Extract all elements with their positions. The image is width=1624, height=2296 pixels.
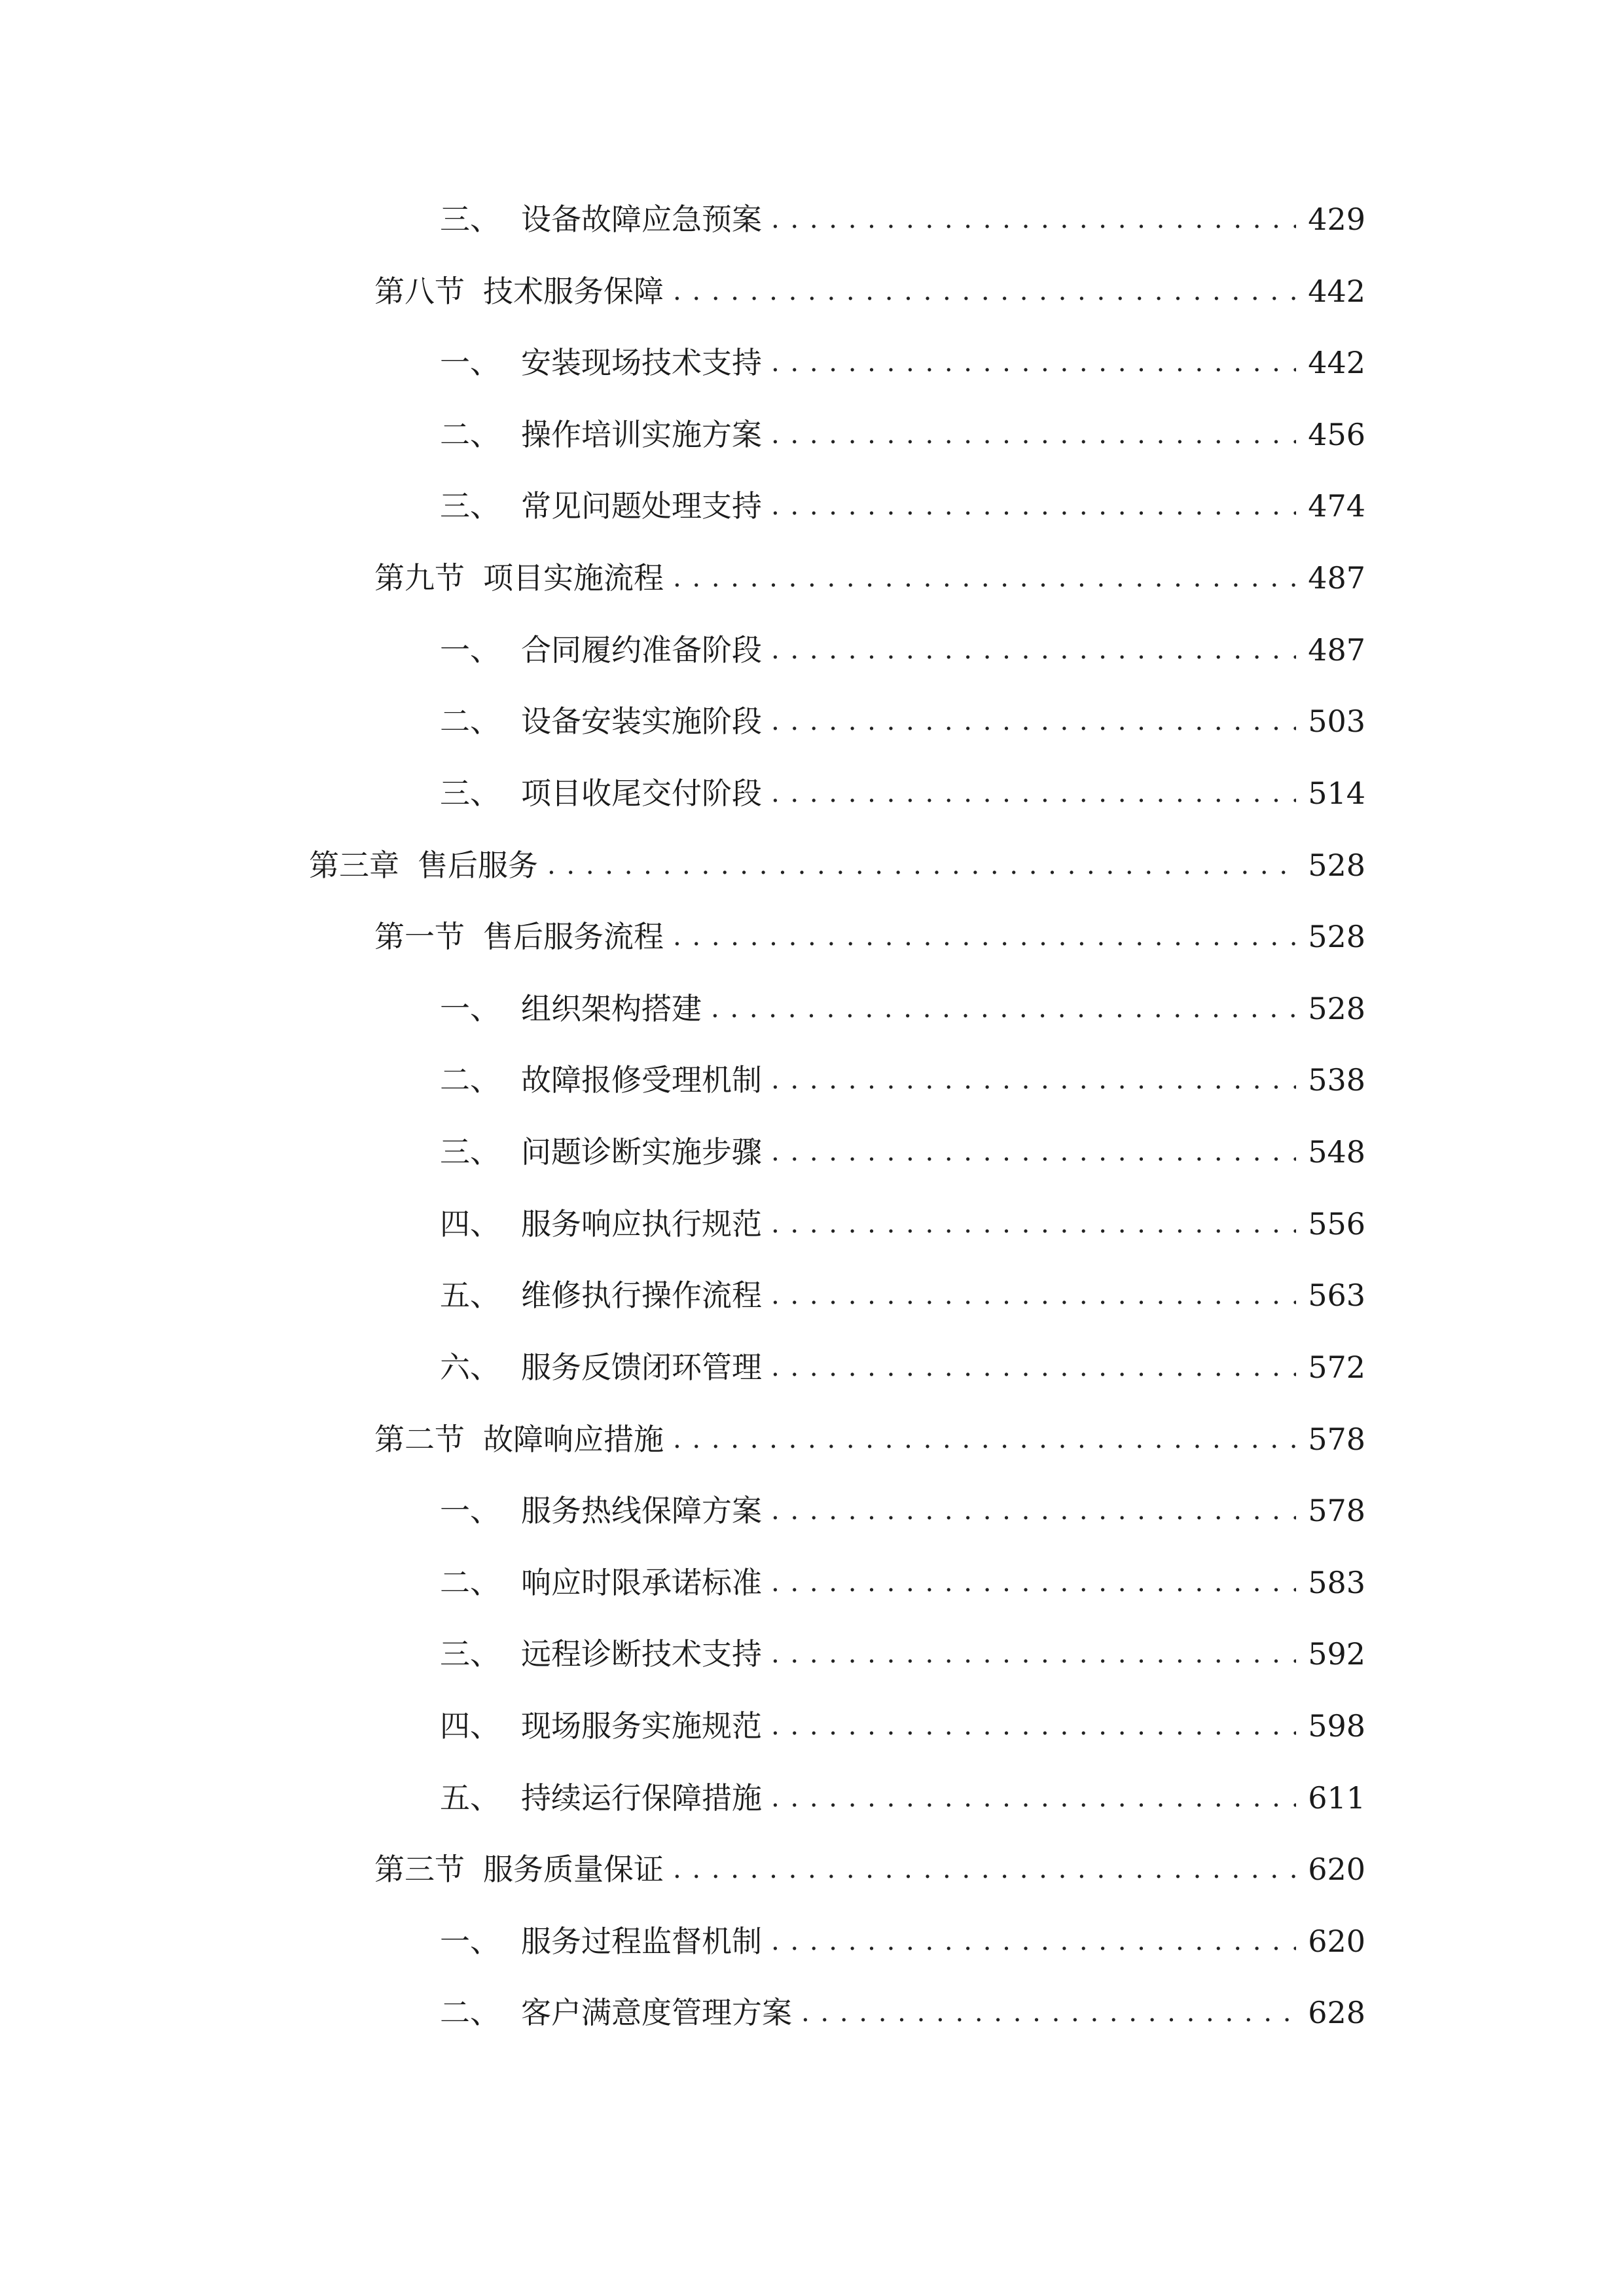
toc-dot-leader (771, 1700, 1296, 1752)
toc-dot-leader (673, 910, 1296, 963)
toc-entry-title: 现场服务实施规范 (521, 1708, 762, 1744)
toc-entry-number: 三、 (440, 1636, 500, 1672)
toc-page-number: 503 (1308, 704, 1365, 739)
toc-page-number: 442 (1308, 345, 1365, 380)
toc-entry-number: 三、 (440, 1134, 500, 1170)
toc-entry-title: 项目收尾交付阶段 (521, 776, 762, 811)
toc-entry[interactable] (374, 265, 1365, 317)
toc-entry[interactable] (374, 552, 1365, 604)
toc-entry-title: 设备故障应急预案 (521, 202, 762, 237)
toc-entry[interactable] (440, 1269, 1365, 1321)
toc-entry[interactable] (440, 336, 1365, 389)
toc-entry-title: 项目实施流程 (483, 560, 664, 596)
toc-entry[interactable] (440, 408, 1365, 461)
toc-entry-number: 五、 (440, 1278, 500, 1313)
toc-dot-leader (673, 1843, 1296, 1895)
toc-dot-leader (771, 480, 1296, 532)
toc-page-number: 487 (1308, 560, 1365, 596)
toc-page-number: 598 (1308, 1708, 1365, 1744)
toc-dot-leader (711, 982, 1296, 1035)
toc-entry-title: 技术服务保障 (483, 274, 664, 309)
toc-entry[interactable] (440, 1484, 1365, 1537)
toc-page-number: 572 (1308, 1350, 1365, 1385)
toc-entry-number: 二、 (440, 1565, 500, 1600)
toc-dot-leader (771, 193, 1296, 245)
toc-entry[interactable] (309, 839, 1365, 891)
toc-dot-leader (771, 336, 1296, 389)
toc-entry-number: 第一节 (374, 919, 465, 954)
toc-entry[interactable] (440, 695, 1365, 747)
toc-entry[interactable] (374, 1413, 1365, 1465)
toc-entry-title: 客户满意度管理方案 (521, 1995, 792, 2030)
toc-dot-leader (673, 552, 1296, 604)
toc-page-number: 528 (1308, 919, 1365, 954)
toc-entry-title: 售后服务 (418, 848, 538, 883)
toc-page-number: 538 (1308, 1062, 1365, 1098)
toc-dot-leader (771, 1341, 1296, 1393)
toc-dot-leader (771, 1126, 1296, 1178)
toc-page-number: 578 (1308, 1493, 1365, 1528)
toc-entry-number: 二、 (440, 704, 500, 739)
toc-entry[interactable] (440, 1986, 1365, 2039)
toc-entry-title: 响应时限承诺标准 (521, 1565, 762, 1600)
toc-page-number: 611 (1308, 1780, 1365, 1816)
toc-entry-title: 服务热线保障方案 (521, 1493, 762, 1528)
toc-entry-number: 三、 (440, 488, 500, 524)
toc-entry[interactable] (440, 1915, 1365, 1967)
toc-page-number: 548 (1308, 1134, 1365, 1170)
toc-entry-title: 安装现场技术支持 (521, 345, 762, 380)
toc-entry[interactable] (440, 1054, 1365, 1106)
toc-page-number: 429 (1308, 202, 1365, 237)
toc-entry[interactable] (440, 1556, 1365, 1609)
toc-entry-title: 售后服务流程 (483, 919, 664, 954)
toc-page-number: 556 (1308, 1206, 1365, 1242)
toc-entry-title: 合同履约准备阶段 (521, 632, 762, 668)
toc-dot-leader (771, 1484, 1296, 1537)
toc-entry-number: 第二节 (374, 1422, 465, 1457)
toc-entry-title: 服务响应执行规范 (521, 1206, 762, 1242)
toc-entry-number: 一、 (440, 991, 500, 1026)
toc-entry-number: 二、 (440, 1062, 500, 1098)
toc-page-number: 456 (1308, 417, 1365, 452)
toc-entry-number: 第八节 (374, 274, 465, 309)
toc-entry-title: 设备安装实施阶段 (521, 704, 762, 739)
toc-dot-leader (771, 1269, 1296, 1321)
toc-entry[interactable] (440, 1341, 1365, 1393)
toc-page-number: 487 (1308, 632, 1365, 668)
toc-entry-number: 第三节 (374, 1852, 465, 1887)
toc-entry[interactable] (440, 480, 1365, 532)
toc-dot-leader (547, 839, 1296, 891)
toc-entry[interactable] (440, 1198, 1365, 1250)
toc-page-number: 563 (1308, 1278, 1365, 1313)
toc-entry-title: 服务反馈闭环管理 (521, 1350, 762, 1385)
toc-dot-leader (771, 1915, 1296, 1967)
toc-entry-title: 持续运行保障措施 (521, 1780, 762, 1816)
toc-entry-title: 故障报修受理机制 (521, 1062, 762, 1098)
toc-entry-title: 远程诊断技术支持 (521, 1636, 762, 1672)
toc-entry-title: 故障响应措施 (483, 1422, 664, 1457)
toc-entry-number: 第三章 (309, 848, 399, 883)
toc-dot-leader (771, 1198, 1296, 1250)
toc-page-number: 583 (1308, 1565, 1365, 1600)
toc-entry-number: 四、 (440, 1708, 500, 1744)
toc-dot-leader (771, 767, 1296, 819)
toc-dot-leader (771, 1054, 1296, 1106)
toc-dot-leader (673, 265, 1296, 317)
toc-entry-number: 三、 (440, 776, 500, 811)
toc-entry-number: 一、 (440, 632, 500, 668)
toc-page-number: 628 (1308, 1995, 1365, 2030)
toc-page-number: 528 (1308, 991, 1365, 1026)
toc-entry-number: 三、 (440, 202, 500, 237)
toc-entry-title: 服务质量保证 (483, 1852, 664, 1887)
toc-entry-number: 二、 (440, 417, 500, 452)
toc-entry-number: 一、 (440, 1493, 500, 1528)
toc-entry-number: 一、 (440, 345, 500, 380)
toc-page-number: 474 (1308, 488, 1365, 524)
toc-entry-title: 操作培训实施方案 (521, 417, 762, 452)
toc-entry[interactable] (440, 1772, 1365, 1824)
toc-page-number: 528 (1308, 848, 1365, 883)
toc-entry-number: 五、 (440, 1780, 500, 1816)
toc-entry-number: 四、 (440, 1206, 500, 1242)
toc-entry[interactable] (440, 982, 1365, 1035)
toc-entry-title: 组织架构搭建 (521, 991, 702, 1026)
toc-entry-number: 一、 (440, 1924, 500, 1959)
toc-entry-number: 第九节 (374, 560, 465, 596)
toc-dot-leader (771, 624, 1296, 676)
toc-page-number: 592 (1308, 1636, 1365, 1672)
toc-entry-number: 二、 (440, 1995, 500, 2030)
toc-entry[interactable] (440, 1628, 1365, 1680)
toc-entry-title: 问题诊断实施步骤 (521, 1134, 762, 1170)
toc-entry[interactable] (440, 193, 1365, 245)
toc-entry-title: 服务过程监督机制 (521, 1924, 762, 1959)
toc-entry[interactable] (440, 767, 1365, 819)
toc-entry[interactable] (374, 910, 1365, 963)
toc-dot-leader (771, 1772, 1296, 1824)
toc-page-number: 620 (1308, 1924, 1365, 1959)
toc-entry[interactable] (440, 624, 1365, 676)
toc-entry[interactable] (374, 1843, 1365, 1895)
toc-dot-leader (771, 1628, 1296, 1680)
toc-page-number: 578 (1308, 1422, 1365, 1457)
toc-page-number: 442 (1308, 274, 1365, 309)
toc-entry-title: 维修执行操作流程 (521, 1278, 762, 1313)
toc-entry[interactable] (440, 1700, 1365, 1752)
toc-entry-title: 常见问题处理支持 (521, 488, 762, 524)
toc-dot-leader (771, 695, 1296, 747)
toc-entry[interactable] (440, 1126, 1365, 1178)
toc-entry-number: 六、 (440, 1350, 500, 1385)
toc-dot-leader (801, 1986, 1296, 2039)
toc-page-number: 620 (1308, 1852, 1365, 1887)
toc-dot-leader (771, 408, 1296, 461)
toc-dot-leader (673, 1413, 1296, 1465)
toc-dot-leader (771, 1556, 1296, 1609)
toc-page-number: 514 (1308, 776, 1365, 811)
